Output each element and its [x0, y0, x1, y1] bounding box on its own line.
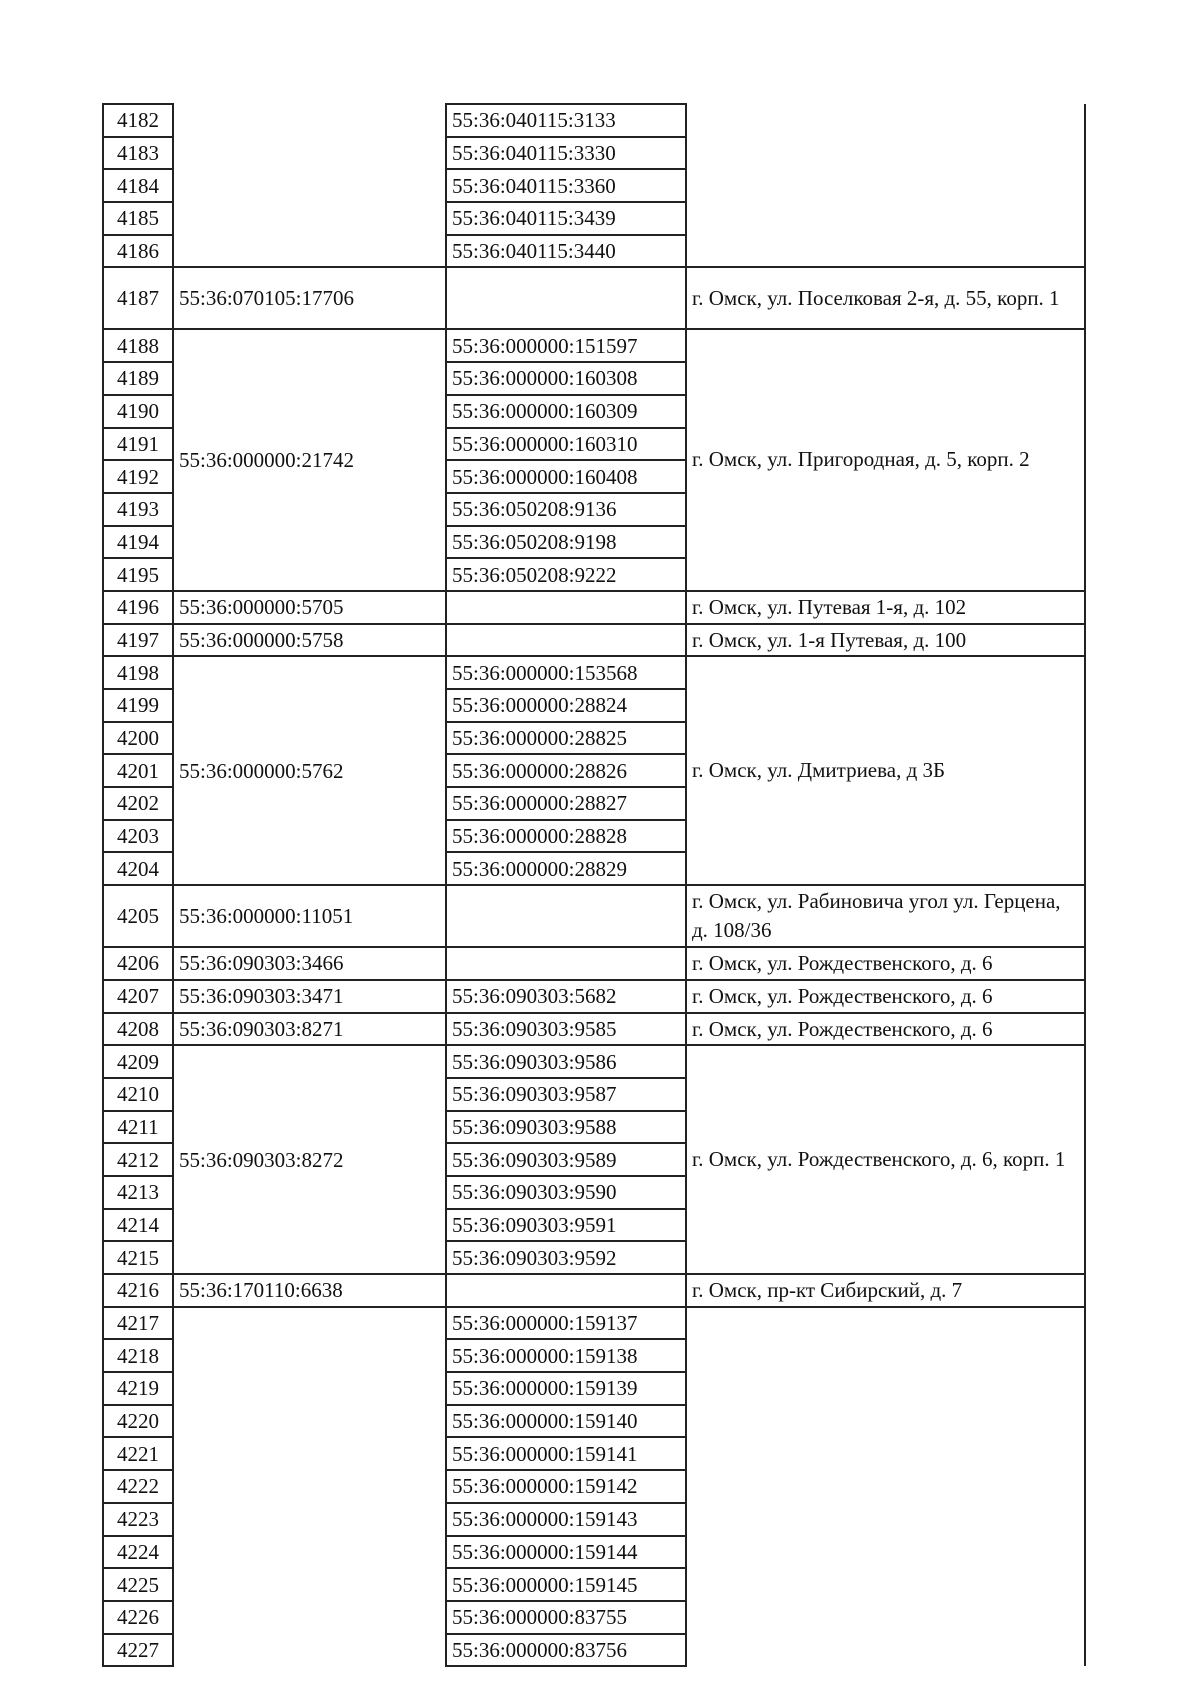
row-number: 4186: [103, 235, 173, 268]
related-number-cell: 55:36:000000:159139: [446, 1372, 686, 1405]
table-row: [103, 104, 1085, 137]
related-number-cell: 55:36:040115:3330: [446, 137, 686, 170]
table-row: [103, 980, 1085, 1013]
related-number-cell: 55:36:000000:159143: [446, 1503, 686, 1536]
cadastral-number-cell: 55:36:000000:5762: [173, 656, 446, 885]
related-number-cell: 55:36:040115:3439: [446, 202, 686, 235]
cadastral-number-cell: 55:36:090303:3466: [173, 947, 446, 980]
related-number-cell: 55:36:000000:159137: [446, 1307, 686, 1340]
row-number: 4219: [103, 1372, 173, 1405]
related-number-cell: 55:36:090303:9589: [446, 1143, 686, 1176]
address-cell: г. Омск, ул. Рождественского, д. 6: [686, 1013, 1085, 1046]
related-number-cell: 55:36:090303:9587: [446, 1078, 686, 1111]
address-cell: [686, 104, 1085, 267]
row-number: 4216: [103, 1274, 173, 1307]
row-number: 4210: [103, 1078, 173, 1111]
related-number-cell: 55:36:050208:9136: [446, 493, 686, 526]
row-number: 4194: [103, 526, 173, 559]
address-cell: г. Омск, ул. Поселковая 2-я, д. 55, корп. 1: [686, 267, 1085, 329]
address-cell: г. Омск, пр-кт Сибирский, д. 7: [686, 1274, 1085, 1307]
row-number: 4184: [103, 169, 173, 202]
related-number-cell: 55:36:090303:9586: [446, 1045, 686, 1078]
related-number-cell: 55:36:000000:28826: [446, 754, 686, 787]
address-cell: г. Омск, ул. 1-я Путевая, д. 100: [686, 624, 1085, 657]
related-number-cell: 55:36:000000:159145: [446, 1568, 686, 1601]
row-number: 4215: [103, 1241, 173, 1274]
row-number: 4199: [103, 689, 173, 722]
related-number-cell: 55:36:090303:9590: [446, 1176, 686, 1209]
row-number: 4213: [103, 1176, 173, 1209]
row-number: 4203: [103, 820, 173, 853]
cadastral-table: [102, 103, 1086, 1667]
row-number: 4201: [103, 754, 173, 787]
related-number-cell: 55:36:050208:9198: [446, 526, 686, 559]
address-cell: г. Омск, ул. Пригородная, д. 5, корп. 2: [686, 329, 1085, 591]
cadastral-number-cell: 55:36:170110:6638: [173, 1274, 446, 1307]
related-number-cell: 55:36:000000:153568: [446, 656, 686, 689]
row-number: 4195: [103, 558, 173, 591]
row-number: 4211: [103, 1111, 173, 1144]
row-number: 4221: [103, 1437, 173, 1470]
related-number-cell: 55:36:000000:28825: [446, 722, 686, 755]
row-number: 4205: [103, 885, 173, 947]
related-number-cell: 55:36:000000:159141: [446, 1437, 686, 1470]
row-number: 4212: [103, 1143, 173, 1176]
related-number-cell: 55:36:090303:9588: [446, 1111, 686, 1144]
cadastral-number-cell: 55:36:000000:11051: [173, 885, 446, 947]
row-number: 4183: [103, 137, 173, 170]
cadastral-number-cell: [173, 104, 446, 267]
table-row: [103, 329, 1085, 362]
table-row: [103, 1274, 1085, 1307]
related-number-cell: 55:36:000000:83756: [446, 1634, 686, 1667]
table-row: [103, 267, 1085, 329]
row-number: 4182: [103, 104, 173, 137]
row-number: 4226: [103, 1601, 173, 1634]
row-number: 4220: [103, 1405, 173, 1438]
row-number: 4204: [103, 852, 173, 885]
row-number: 4227: [103, 1634, 173, 1667]
cadastral-number-cell: 55:36:090303:8272: [173, 1045, 446, 1274]
related-number-cell: 55:36:000000:160309: [446, 395, 686, 428]
row-number: 4222: [103, 1470, 173, 1503]
address-cell: г. Омск, ул. Рождественского, д. 6: [686, 947, 1085, 980]
address-cell: г. Омск, ул. Рождественского, д. 6, корп. 1: [686, 1045, 1085, 1274]
cadastral-number-cell: 55:36:090303:8271: [173, 1013, 446, 1046]
row-number: 4218: [103, 1339, 173, 1372]
related-number-cell: 55:36:000000:83755: [446, 1601, 686, 1634]
related-number-cell: 55:36:090303:9591: [446, 1209, 686, 1242]
cadastral-number-cell: 55:36:070105:17706: [173, 267, 446, 329]
row-number: 4217: [103, 1307, 173, 1340]
cadastral-number-cell: [173, 1307, 446, 1667]
address-cell: г. Омск, ул. Рождественского, д. 6: [686, 980, 1085, 1013]
row-number: 4193: [103, 493, 173, 526]
related-number-cell: [446, 624, 686, 657]
related-number-cell: 55:36:000000:151597: [446, 329, 686, 362]
related-number-cell: 55:36:000000:28824: [446, 689, 686, 722]
row-number: 4202: [103, 787, 173, 820]
row-number: 4197: [103, 624, 173, 657]
cadastral-number-cell: 55:36:090303:3471: [173, 980, 446, 1013]
row-number: 4225: [103, 1568, 173, 1601]
address-cell: г. Омск, ул. Дмитриева, д 3Б: [686, 656, 1085, 885]
row-number: 4192: [103, 460, 173, 493]
related-number-cell: 55:36:000000:160408: [446, 460, 686, 493]
table-row: [103, 1045, 1085, 1078]
cadastral-number-cell: 55:36:000000:5705: [173, 591, 446, 624]
row-number: 4214: [103, 1209, 173, 1242]
related-number-cell: 55:36:000000:160308: [446, 362, 686, 395]
row-number: 4185: [103, 202, 173, 235]
related-number-cell: 55:36:090303:5682: [446, 980, 686, 1013]
row-number: 4207: [103, 980, 173, 1013]
table-row: [103, 947, 1085, 980]
address-cell: г. Омск, ул. Путевая 1-я, д. 102: [686, 591, 1085, 624]
table-row: [103, 885, 1085, 947]
table-row: [103, 1013, 1085, 1046]
related-number-cell: 55:36:090303:9592: [446, 1241, 686, 1274]
table-row: [103, 656, 1085, 689]
related-number-cell: [446, 591, 686, 624]
related-number-cell: 55:36:000000:159142: [446, 1470, 686, 1503]
address-cell: г. Омск, ул. Рабиновича угол ул. Герцена, д. 108/36: [686, 885, 1085, 947]
row-number: 4223: [103, 1503, 173, 1536]
table-row: [103, 1307, 1085, 1340]
related-number-cell: 55:36:000000:28828: [446, 820, 686, 853]
related-number-cell: [446, 947, 686, 980]
table-row: [103, 591, 1085, 624]
table-row: [103, 624, 1085, 657]
row-number: 4190: [103, 395, 173, 428]
row-number: 4191: [103, 428, 173, 461]
related-number-cell: 55:36:050208:9222: [446, 558, 686, 591]
row-number: 4208: [103, 1013, 173, 1046]
row-number: 4200: [103, 722, 173, 755]
row-number: 4224: [103, 1536, 173, 1569]
related-number-cell: [446, 267, 686, 329]
related-number-cell: 55:36:000000:159138: [446, 1339, 686, 1372]
related-number-cell: 55:36:040115:3360: [446, 169, 686, 202]
related-number-cell: [446, 885, 686, 947]
row-number: 4206: [103, 947, 173, 980]
related-number-cell: 55:36:000000:159140: [446, 1405, 686, 1438]
row-number: 4189: [103, 362, 173, 395]
related-number-cell: 55:36:090303:9585: [446, 1013, 686, 1046]
related-number-cell: 55:36:040115:3440: [446, 235, 686, 268]
row-number: 4196: [103, 591, 173, 624]
row-number: 4188: [103, 329, 173, 362]
related-number-cell: 55:36:000000:28827: [446, 787, 686, 820]
cadastral-number-cell: 55:36:000000:5758: [173, 624, 446, 657]
row-number: 4187: [103, 267, 173, 329]
address-cell: [686, 1307, 1085, 1667]
cadastral-number-cell: 55:36:000000:21742: [173, 329, 446, 591]
related-number-cell: 55:36:000000:28829: [446, 852, 686, 885]
related-number-cell: [446, 1274, 686, 1307]
related-number-cell: 55:36:040115:3133: [446, 104, 686, 137]
row-number: 4209: [103, 1045, 173, 1078]
related-number-cell: 55:36:000000:160310: [446, 428, 686, 461]
related-number-cell: 55:36:000000:159144: [446, 1536, 686, 1569]
row-number: 4198: [103, 656, 173, 689]
